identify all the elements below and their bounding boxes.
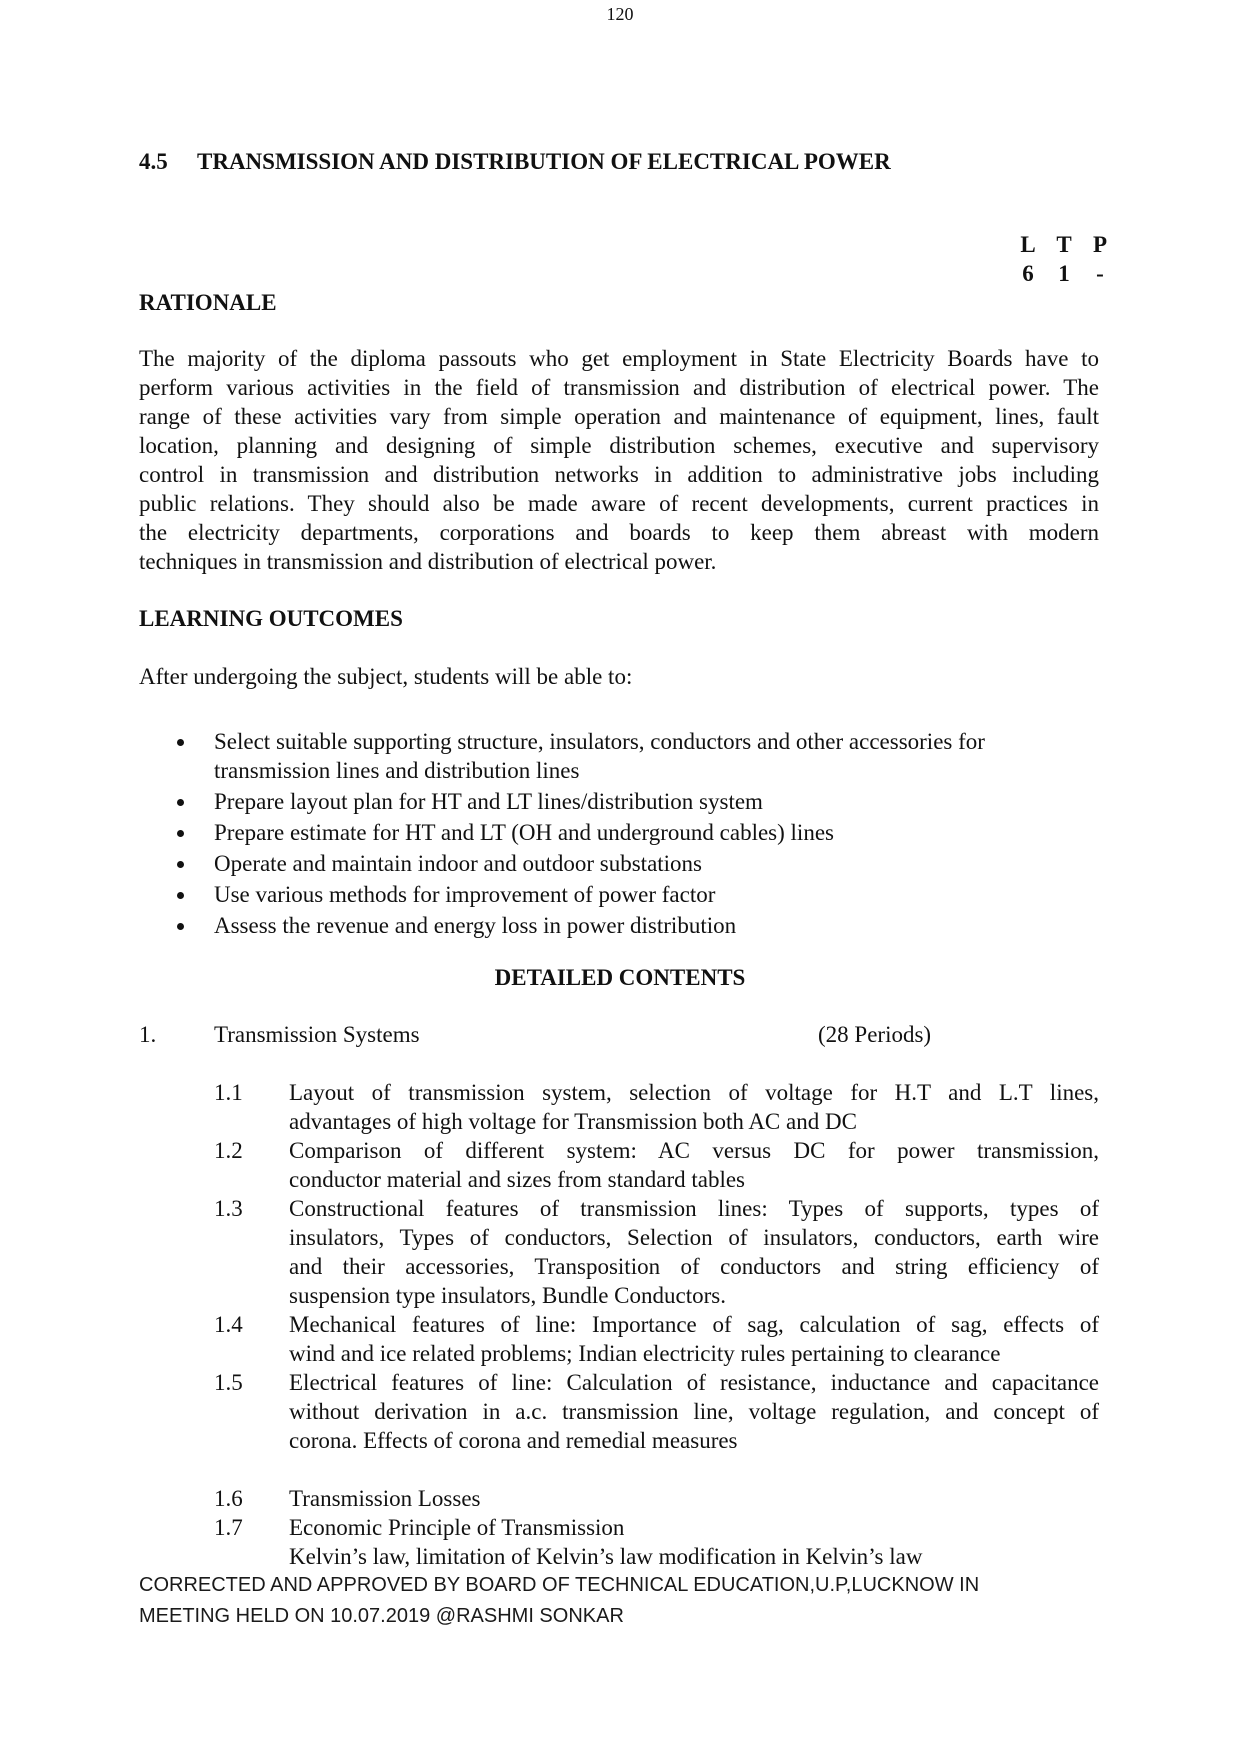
- subitem-line: wind and ice related problems; Indian electricity rules pertaining to clearance: [289, 1341, 1001, 1366]
- ltp-header-p: P: [1092, 232, 1108, 257]
- bullet-icon: [177, 739, 184, 746]
- rationale-paragraph: [139, 344, 1099, 576]
- subitem: [214, 1513, 1099, 1571]
- unit-heading: [139, 1020, 1099, 1049]
- subitem-line: and their accessories, Transposition of conductors and string efficiency of: [289, 1254, 1099, 1279]
- page-number: 120: [606, 4, 634, 24]
- paragraph-line: control in transmission and distribution networks in addition to administrative jobs including: [139, 462, 1099, 487]
- subitem-line: advantages of high voltage for Transmission both AC and DC: [289, 1109, 857, 1134]
- subitem-number: 1.5: [214, 1370, 243, 1395]
- section-number: 4.5: [139, 149, 168, 174]
- subitem-number: 1.4: [214, 1312, 243, 1337]
- learning-outcomes-title: LEARNING OUTCOMES: [139, 606, 403, 631]
- subitem-line: insulators, Types of conductors, Selection of insulators, conductors, earth wire: [289, 1225, 1099, 1250]
- subitem-line: Layout of transmission system, selection of voltage for H.T and L.T lines,: [289, 1080, 1099, 1105]
- subitem: [214, 1194, 1099, 1310]
- ltp-header-t: T: [1056, 232, 1072, 257]
- subitem-number: 1.7: [214, 1515, 243, 1540]
- unit-number: 1.: [139, 1022, 157, 1047]
- learning-outcomes-list: [139, 727, 1099, 942]
- learning-outcomes-intro: After undergoing the subject, students will be able to:: [139, 664, 633, 689]
- ltp-value-l: 6: [1022, 261, 1034, 286]
- subitem-line: suspension type insulators, Bundle Conductors.: [289, 1283, 726, 1308]
- subitem-number: 1.3: [214, 1196, 243, 1221]
- list-item: Prepare estimate for HT and LT (OH and underground cables) lines: [139, 818, 1099, 847]
- subitem-line: Constructional features of transmission lines: Types of supports, types of: [289, 1196, 1099, 1221]
- detailed-contents-title: DETAILED CONTENTS: [494, 965, 746, 990]
- paragraph-line: techniques in transmission and distribution of electrical power.: [139, 549, 717, 574]
- bullet-icon: [177, 923, 184, 930]
- subitem-number: 1.2: [214, 1138, 243, 1163]
- ltp-values: [1010, 259, 1118, 288]
- footer-note: [139, 1570, 1139, 1632]
- footer-line: CORRECTED AND APPROVED BY BOARD OF TECHNICAL EDUCATION,U.P,LUCKNOW IN: [139, 1574, 980, 1596]
- paragraph-line: public relations. They should also be made aware of recent developments, current practices in: [139, 491, 1099, 516]
- list-item: Prepare layout plan for HT and LT lines/distribution system: [139, 787, 1099, 816]
- subitem: [214, 1310, 1099, 1368]
- list-item: Operate and maintain indoor and outdoor substations: [139, 849, 1099, 878]
- paragraph-line: location, planning and designing of simple distribution schemes, executive and supervisory: [139, 433, 1099, 458]
- section-heading: [139, 147, 891, 176]
- list-item: Assess the revenue and energy loss in power distribution: [139, 911, 1099, 940]
- subitem-number: 1.1: [214, 1080, 243, 1105]
- subitem-line: corona. Effects of corona and remedial measures: [289, 1428, 738, 1453]
- subitem-line: without derivation in a.c. transmission line, voltage regulation, and concept of: [289, 1399, 1099, 1424]
- subitem: [214, 1136, 1099, 1194]
- list-item: Use various methods for improvement of power factor: [139, 880, 1099, 909]
- paragraph-line: range of these activities vary from simple operation and maintenance of equipment, lines, fault: [139, 404, 1099, 429]
- bullet-icon: [177, 830, 184, 837]
- unit-title: Transmission Systems: [214, 1022, 420, 1047]
- paragraph-line: perform various activities in the field of transmission and distribution of electrical power. The: [139, 375, 1099, 400]
- section-title: TRANSMISSION AND DISTRIBUTION OF ELECTRICAL POWER: [197, 149, 891, 174]
- subitem-number: 1.6: [214, 1486, 243, 1511]
- bullet-icon: [177, 892, 184, 899]
- ltp-header-l: L: [1020, 232, 1036, 257]
- paragraph-line: the electricity departments, corporations and boards to keep them abreast with modern: [139, 520, 1099, 545]
- unit-periods: (28 Periods): [818, 1022, 932, 1047]
- subitem-line: Transmission Losses: [289, 1486, 481, 1511]
- subitem-line: Comparison of different system: AC versus DC for power transmission,: [289, 1138, 1099, 1163]
- rationale-title: RATIONALE: [139, 290, 277, 315]
- ltp-value-p: -: [1096, 261, 1104, 286]
- subitem: [214, 1484, 1099, 1513]
- subitem-line: Kelvin’s law, limitation of Kelvin’s law modification in Kelvin’s law: [289, 1544, 923, 1569]
- subitem: [214, 1078, 1099, 1136]
- bullet-icon: [177, 861, 184, 868]
- paragraph-line: The majority of the diploma passouts who get employment in State Electricity Boards have to: [139, 346, 1099, 371]
- subitem-line: conductor material and sizes from standard tables: [289, 1167, 746, 1192]
- subitem: [214, 1368, 1099, 1455]
- bullet-icon: [177, 799, 184, 806]
- subitem-line: Electrical features of line: Calculation of resistance, inductance and capacitance: [289, 1370, 1099, 1395]
- footer-line: MEETING HELD ON 10.07.2019 @RASHMI SONKAR: [139, 1605, 624, 1627]
- ltp-value-t: 1: [1058, 261, 1070, 286]
- ltp-headers: [1010, 230, 1118, 259]
- subitem-line: Mechanical features of line: Importance of sag, calculation of sag, effects of: [289, 1312, 1099, 1337]
- subitem-line: Economic Principle of Transmission: [289, 1515, 625, 1540]
- list-item: Select suitable supporting structure, insulators, conductors and other accessories for transmission lines and distribution lines: [139, 727, 1099, 785]
